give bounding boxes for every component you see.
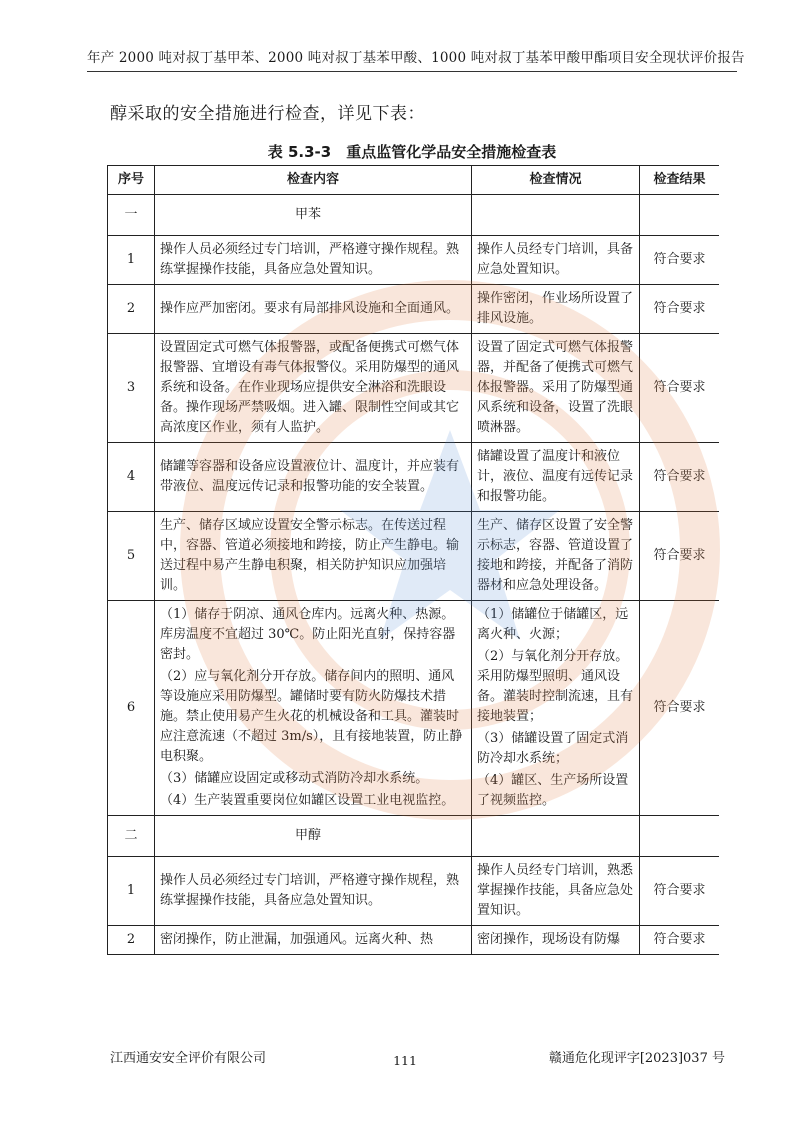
check-paragraph: （2）与氧化剂分开存放。采用防爆型照明、通风设备。灌装时控制流速，且有接地装置； bbox=[477, 649, 634, 724]
row-content bbox=[155, 334, 472, 443]
content-paragraph: （2）应与氧化剂分开存放。储存间内的照明、通风等设施应采用防爆型。罐储时要有防火防爆技术措施。禁止使用易产生火花的机械设备和工具。灌装时应注意流速（不超过 3m/s），且有接地装置，防止静电积聚。 bbox=[160, 669, 463, 764]
row-check bbox=[472, 236, 640, 285]
col-header-no: 序号 bbox=[108, 166, 155, 195]
table-row bbox=[108, 512, 720, 601]
section-result-empty bbox=[640, 816, 720, 857]
row-content bbox=[155, 601, 472, 816]
row-result: 符合要求 bbox=[640, 285, 720, 334]
table-header-row bbox=[108, 166, 720, 195]
page-number: 111 bbox=[393, 1053, 417, 1068]
col-header-content: 检查内容 bbox=[155, 166, 472, 195]
row-content bbox=[155, 285, 472, 334]
check-paragraph: 操作人员经专门培训，熟悉掌握操作技能，具备应急处置知识。 bbox=[477, 863, 634, 918]
section-number: 二 bbox=[108, 816, 155, 857]
section-title: 甲苯 bbox=[155, 195, 472, 236]
row-number: 1 bbox=[108, 857, 155, 926]
table-row bbox=[108, 601, 720, 816]
check-paragraph: 操作人员经专门培训，具备应急处置知识。 bbox=[477, 242, 634, 277]
row-content bbox=[155, 926, 472, 955]
row-number: 4 bbox=[108, 443, 155, 512]
row-check bbox=[472, 601, 640, 816]
section-result-empty bbox=[640, 195, 720, 236]
table-row bbox=[108, 926, 720, 955]
row-check bbox=[472, 285, 640, 334]
row-result: 符合要求 bbox=[640, 443, 720, 512]
content-paragraph: （3）储罐应设固定或移动式消防冷却水系统。 bbox=[160, 771, 429, 786]
table-wrapper bbox=[107, 165, 719, 1031]
check-paragraph: 设置了固定式可燃气体报警器，并配备了便携式可燃气体报警器。采用了防爆型通风系统和设备，设置了洗眼喷淋器。 bbox=[477, 340, 634, 435]
content-paragraph: 储罐等容器和设备应设置液位计、温度计，并应装有带液位、温度远传记录和报警功能的安全装置。 bbox=[160, 459, 460, 494]
check-paragraph: 密闭操作，现场设有防爆 bbox=[477, 932, 621, 947]
intro-text: 醇采取的安全措施进行检查，详见下表： bbox=[110, 104, 425, 124]
section-number: 一 bbox=[108, 195, 155, 236]
row-content bbox=[155, 236, 472, 285]
row-content bbox=[155, 512, 472, 601]
content-paragraph: （1）储存于阴凉、通风仓库内。远离火种、热源。库房温度不宜超过 30℃。防止阳光直射，保持容器密封。 bbox=[160, 607, 456, 662]
content-paragraph: 操作人员必须经过专门培训，严格遵守操作规程。熟练掌握操作技能，具备应急处置知识。 bbox=[160, 242, 460, 277]
row-check bbox=[472, 512, 640, 601]
row-result: 符合要求 bbox=[640, 334, 720, 443]
section-check-empty bbox=[472, 195, 640, 236]
row-check bbox=[472, 857, 640, 926]
section-row bbox=[108, 816, 720, 857]
row-check bbox=[472, 334, 640, 443]
row-check bbox=[472, 926, 640, 955]
content-paragraph: 操作应严加密闭。要求有局部排风设施和全面通风。 bbox=[160, 301, 460, 316]
section-title: 甲醇 bbox=[155, 816, 472, 857]
content-paragraph: 设置固定式可燃气体报警器，或配备便携式可燃气体报警器、宜增设有毒气体报警仪。采用防爆型的通风系统和设备。在作业现场应提供安全淋浴和洗眼设备。操作现场严禁吸烟。进入罐、限制性空间或其它高浓度区作业，须有人监护。 bbox=[160, 340, 460, 435]
row-result: 符合要求 bbox=[640, 857, 720, 926]
row-result: 符合要求 bbox=[640, 926, 720, 955]
row-number: 1 bbox=[108, 236, 155, 285]
document-number: 赣通危化现评字[2023]037 号 bbox=[548, 1051, 725, 1066]
row-number: 5 bbox=[108, 512, 155, 601]
content-paragraph: 生产、储存区域应设置安全警示标志。在传送过程中，容器、管道必须接地和跨接，防止产生静电。输送过程中易产生静电积聚，相关防护知识应加强培训。 bbox=[160, 518, 460, 593]
content-paragraph: 操作人员必须经过专门培训，严格遵守操作规程，熟练掌握操作技能，具备应急处置知识。 bbox=[160, 873, 460, 908]
table-body bbox=[108, 195, 720, 955]
table-caption: 表 5.3-3 重点监管化学品安全措施检查表 bbox=[267, 143, 557, 161]
row-result: 符合要求 bbox=[640, 601, 720, 816]
inspection-table bbox=[107, 165, 719, 955]
row-number: 6 bbox=[108, 601, 155, 816]
row-check bbox=[472, 443, 640, 512]
footer-company: 江西通安安全评价有限公司 bbox=[110, 1051, 267, 1066]
section-check-empty bbox=[472, 816, 640, 857]
row-number: 3 bbox=[108, 334, 155, 443]
check-paragraph: 操作密闭，作业场所设置了排风设施。 bbox=[477, 291, 634, 326]
row-result: 符合要求 bbox=[640, 512, 720, 601]
check-paragraph: （4）罐区、生产场所设置了视频监控。 bbox=[477, 773, 629, 808]
content-paragraph: 密闭操作，防止泄漏，加强通风。远离火种、热 bbox=[160, 932, 434, 947]
row-content bbox=[155, 857, 472, 926]
table-row bbox=[108, 285, 720, 334]
check-paragraph: 储罐设置了温度计和液位计，液位、温度有远传记录和报警功能。 bbox=[477, 449, 634, 504]
row-number: 2 bbox=[108, 285, 155, 334]
check-paragraph: 生产、储存区设置了安全警示标志，容器、管道设置了接地和跨接，并配备了消防器材和应急处理设备。 bbox=[477, 518, 634, 593]
table-row bbox=[108, 443, 720, 512]
header-rule bbox=[87, 71, 737, 72]
page-header: 年产 2000 吨对叔丁基甲苯、2000 吨对叔丁基苯甲酸、1000 吨对叔丁基苯甲酸甲酯项目安全现状评价报告 bbox=[87, 50, 745, 66]
table-row bbox=[108, 334, 720, 443]
content-paragraph: （4）生产装置重要岗位如罐区设置工业电视监控。 bbox=[160, 793, 455, 808]
check-paragraph: （1）储罐位于储罐区，远离火种、火源； bbox=[477, 607, 629, 642]
row-result: 符合要求 bbox=[640, 236, 720, 285]
row-content bbox=[155, 443, 472, 512]
table-row bbox=[108, 236, 720, 285]
col-header-result: 检查结果 bbox=[640, 166, 720, 195]
col-header-check: 检查情况 bbox=[472, 166, 640, 195]
section-row bbox=[108, 195, 720, 236]
row-number: 2 bbox=[108, 926, 155, 955]
table-row bbox=[108, 857, 720, 926]
check-paragraph: （3）储罐设置了固定式消防冷却水系统； bbox=[477, 731, 629, 766]
